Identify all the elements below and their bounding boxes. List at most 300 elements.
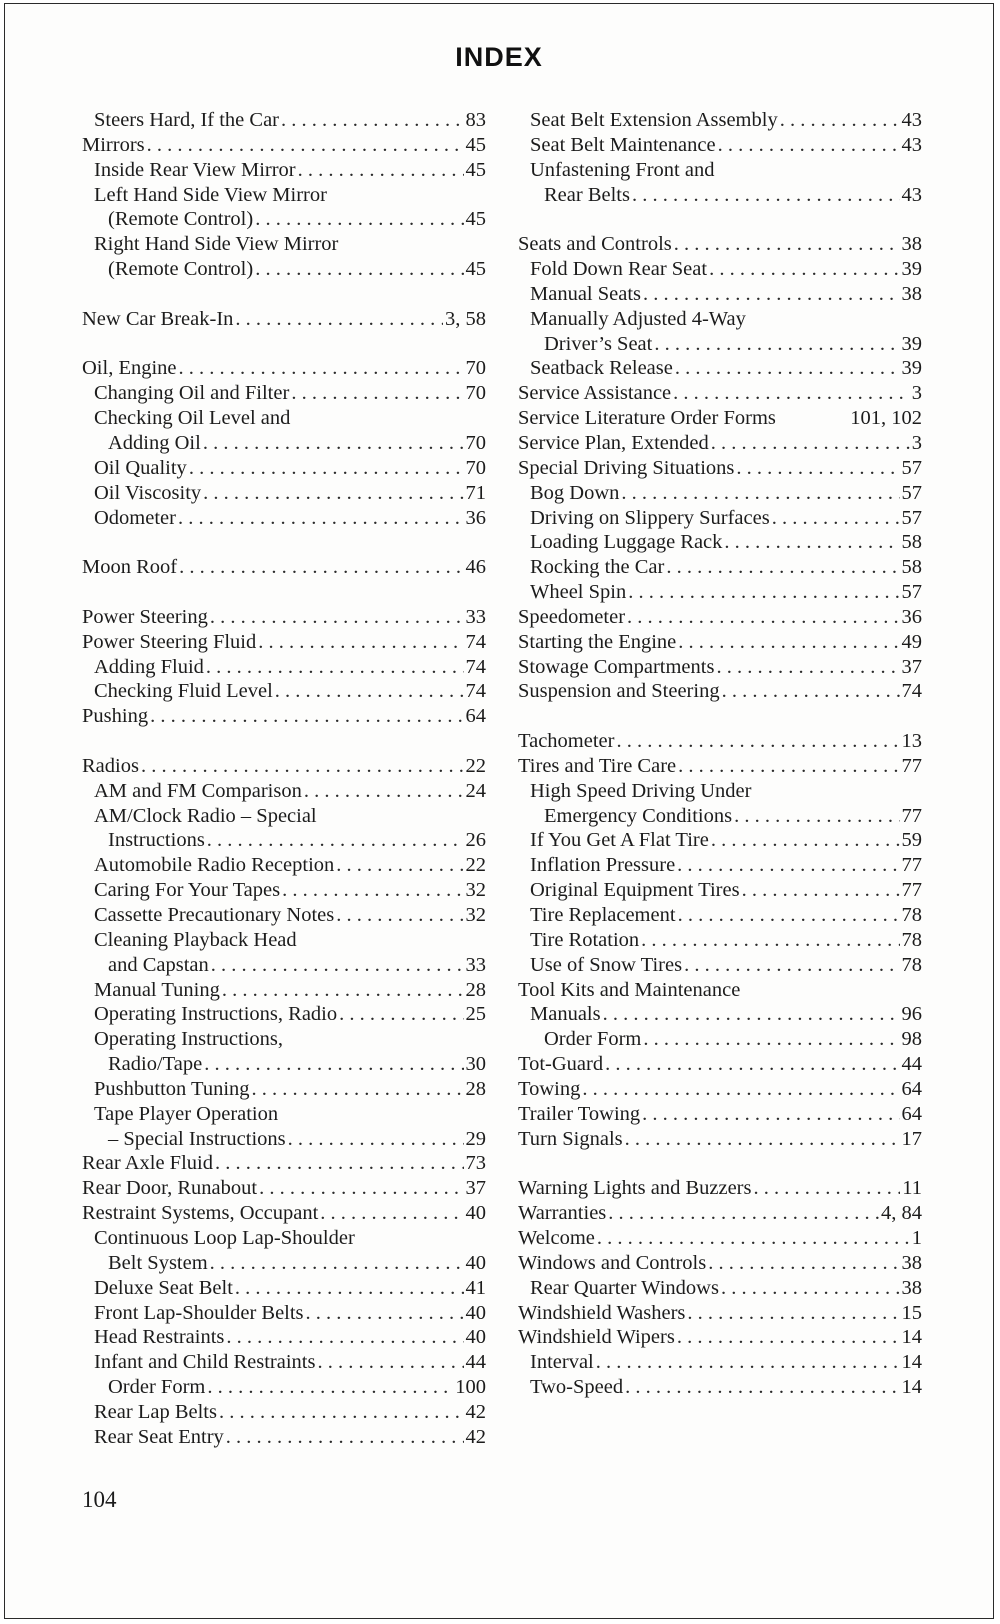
dot-leader — [206, 655, 464, 680]
index-entry-page: 58 — [901, 556, 922, 579]
index-entry-page: 30 — [465, 1053, 486, 1076]
index-entry-page: 74 — [465, 630, 486, 653]
index-entry-page: 96 — [901, 1003, 922, 1026]
index-entry-term: Oil Quality — [94, 456, 187, 479]
dot-leader — [709, 257, 899, 282]
dot-leader — [210, 1251, 464, 1276]
index-entry-page: 38 — [901, 1276, 922, 1299]
index-entry-term: Cleaning Playback Head — [94, 928, 297, 951]
index-entry-page: 70 — [465, 431, 486, 454]
dot-leader — [687, 1301, 899, 1326]
index-entry-term: Rear Axle Fluid — [82, 1152, 213, 1175]
index-entry-term: Cassette Precautionary Notes — [94, 904, 335, 926]
index-entry — [82, 431, 486, 456]
index-entry-page: 39 — [901, 357, 922, 380]
index-entry-term: Inside Rear View Mirror — [94, 158, 296, 181]
index-entry-term: Rear Quarter Windows — [530, 1276, 719, 1299]
blank-line — [518, 207, 922, 232]
index-entry-page: 64 — [465, 705, 486, 728]
index-entry-term: Adding Fluid — [94, 655, 204, 678]
index-entry — [82, 1251, 486, 1276]
index-entry — [82, 1301, 486, 1326]
index-entry — [518, 804, 922, 829]
index-entry-term: Windshield Wipers — [518, 1326, 675, 1349]
page-number: 104 — [82, 1487, 117, 1512]
index-entry-page: 13 — [901, 730, 922, 753]
index-entry-term: Seat Belt Maintenance — [530, 133, 716, 156]
index-entry-page: 77 — [901, 804, 922, 827]
index-entry — [82, 1002, 486, 1027]
index-entry-term: Towing — [518, 1077, 581, 1100]
index-entry-term: (Remote Control) — [108, 258, 254, 281]
index-entry-page: 70 — [465, 382, 486, 405]
index-entry-term: Bog Down — [530, 481, 620, 504]
blank-line — [518, 704, 922, 729]
index-entry — [518, 1077, 922, 1102]
index-entry — [518, 1251, 922, 1276]
index-entry — [518, 1201, 922, 1226]
dot-leader — [219, 1400, 464, 1425]
dot-leader — [643, 1027, 899, 1052]
index-entry — [82, 1350, 486, 1375]
index-entry-term: Operating Instructions, Radio — [94, 1003, 338, 1026]
index-entry-term: Checking Oil Level and — [94, 407, 291, 430]
dot-leader — [252, 1077, 464, 1102]
index-entry-page: 40 — [465, 1202, 486, 1225]
dot-leader — [608, 1201, 879, 1226]
index-entry-page: 32 — [465, 904, 486, 926]
index-entry — [82, 630, 486, 655]
dot-leader — [189, 456, 464, 481]
index-entry-page: 57 — [901, 506, 922, 529]
dot-leader — [772, 506, 900, 531]
index-entry-page: 38 — [901, 282, 922, 305]
dot-leader — [178, 506, 464, 531]
index-entry-page: 36 — [901, 605, 922, 628]
index-entry — [518, 1102, 922, 1127]
dot-leader — [215, 1151, 464, 1176]
dot-leader — [625, 1375, 899, 1400]
index-entry-page: 100 — [455, 1376, 486, 1399]
index-entry-term: Inflation Pressure — [530, 854, 676, 877]
dot-leader — [258, 630, 463, 655]
index-entry-term: Service Assistance — [518, 382, 672, 405]
index-entry — [82, 1400, 486, 1425]
index-entry — [518, 332, 922, 357]
dot-leader — [722, 679, 900, 704]
dot-leader — [597, 1226, 910, 1251]
index-entry-page: 22 — [465, 754, 486, 777]
index-entry — [518, 1127, 922, 1152]
index-entry-term: Two-Speed — [530, 1376, 624, 1399]
index-entry — [518, 406, 922, 431]
index-entry-page: 25 — [465, 1003, 486, 1026]
index-entry-page: 42 — [465, 1400, 486, 1423]
dot-leader — [677, 1325, 900, 1350]
index-entry — [82, 1226, 486, 1251]
index-entry — [518, 108, 922, 133]
dot-leader — [711, 431, 910, 456]
index-entry — [82, 481, 486, 506]
index-entry-page: 71 — [465, 481, 486, 504]
index-entry-page: 43 — [901, 133, 922, 156]
index-entry-page: 42 — [465, 1425, 486, 1448]
index-entry-term: Original Equipment Tires — [530, 879, 740, 902]
dot-leader — [207, 828, 464, 853]
index-entry — [82, 1151, 486, 1176]
dot-leader — [259, 1176, 463, 1201]
index-entry — [518, 307, 922, 332]
index-entry-term: Warranties — [518, 1202, 607, 1225]
index-entry-page: 3, 58 — [445, 307, 486, 330]
index-entry-term: Order Form — [108, 1376, 206, 1399]
index-entry — [518, 158, 922, 183]
index-entry-page: 70 — [465, 357, 486, 380]
dot-leader — [147, 133, 464, 158]
index-entry-term: High Speed Driving Under — [530, 779, 752, 802]
index-entry — [518, 1027, 922, 1052]
index-entry-term: Interval — [530, 1351, 594, 1374]
index-entry — [518, 1002, 922, 1027]
dot-leader — [211, 953, 464, 978]
index-entry-term: Pushbutton Tuning — [94, 1077, 250, 1100]
index-entry-page: 14 — [901, 1351, 922, 1374]
index-entry-page: 83 — [465, 109, 486, 131]
dot-leader — [708, 1251, 899, 1276]
index-entry-term: Warning Lights and Buzzers — [518, 1177, 752, 1200]
index-entry-page: 17 — [901, 1127, 922, 1150]
index-entry — [518, 356, 922, 381]
index-entry-term: AM/Clock Radio – Special — [94, 804, 317, 827]
index-entry-page: 57 — [901, 581, 922, 604]
dot-leader — [596, 1350, 900, 1375]
index-entry-page: 37 — [465, 1177, 486, 1200]
index-entry-term: Rear Seat Entry — [94, 1425, 224, 1448]
index-entry — [82, 183, 486, 208]
dot-leader — [317, 1350, 463, 1375]
index-entry — [82, 1276, 486, 1301]
index-entry-term: Tachometer — [518, 730, 615, 753]
index-entry-page: 15 — [901, 1301, 922, 1324]
index-entry-page: 49 — [901, 630, 922, 653]
index-entry — [518, 555, 922, 580]
index-entry-term: Wheel Spin — [530, 581, 627, 604]
dot-leader — [179, 555, 463, 580]
dot-leader — [628, 580, 899, 605]
dot-leader — [291, 381, 463, 406]
index-entry-term: Rear Lap Belts — [94, 1400, 217, 1423]
index-entry-term: New Car Break-In — [82, 307, 234, 330]
dot-leader — [298, 158, 464, 183]
index-entry-term: Left Hand Side View Mirror — [94, 183, 327, 206]
index-entry-term: Operating Instructions, — [94, 1028, 284, 1051]
index-entry-term: Steers Hard, If the Car — [94, 109, 280, 131]
index-entry — [518, 853, 922, 878]
index-entry-term: Seats and Controls — [518, 233, 672, 256]
dot-leader — [780, 108, 900, 133]
index-entry-page: 77 — [901, 879, 922, 902]
index-entry-term: Order Form — [544, 1028, 642, 1051]
dot-leader — [642, 1102, 899, 1127]
index-entry-term: Trailer Towing — [518, 1102, 641, 1125]
dot-leader — [603, 1002, 900, 1027]
dot-leader — [226, 1425, 464, 1450]
index-entry-term: AM and FM Comparison — [94, 779, 302, 802]
index-entry — [518, 1176, 922, 1201]
dot-leader — [235, 1276, 464, 1301]
index-entry-page: 4, 84 — [881, 1202, 922, 1225]
index-entry — [518, 754, 922, 779]
index-entry-page: 74 — [465, 680, 486, 703]
index-entry — [518, 257, 922, 282]
index-entry-term: Instructions — [108, 829, 205, 852]
dot-leader — [582, 1077, 899, 1102]
index-entry — [82, 1375, 486, 1400]
index-entry-page: 78 — [901, 904, 922, 926]
index-entry — [518, 506, 922, 531]
index-entry-page: 45 — [465, 258, 486, 281]
dot-leader — [203, 431, 464, 456]
index-entry-page: 3 — [911, 382, 922, 405]
index-entry — [518, 1375, 922, 1400]
index-entry-term: Welcome — [518, 1226, 595, 1249]
index-entry-term: Speedometer — [518, 605, 626, 628]
index-entry-page: 40 — [465, 1326, 486, 1349]
dot-leader — [718, 133, 900, 158]
index-entry — [82, 928, 486, 953]
dot-leader — [643, 282, 899, 307]
index-entry — [82, 1102, 486, 1127]
index-entry-page: 1 — [911, 1226, 922, 1249]
index-entry-term: Driver’s Seat — [544, 332, 653, 355]
index-entry-page: 24 — [465, 779, 486, 802]
dot-leader — [753, 1176, 900, 1201]
index-entry — [82, 804, 486, 829]
dot-leader — [179, 356, 464, 381]
index-entry — [82, 655, 486, 680]
index-entry — [518, 1350, 922, 1375]
index-entry-term: Changing Oil and Filter — [94, 382, 290, 405]
index-entry-page: 38 — [901, 233, 922, 256]
index-entry — [518, 779, 922, 804]
index-entry-term: Right Hand Side View Mirror — [94, 233, 339, 256]
index-entry-page: 77 — [901, 754, 922, 777]
blank-line — [82, 530, 486, 555]
index-page — [4, 3, 994, 1619]
dot-leader — [320, 1201, 463, 1226]
index-entry-term: Front Lap-Shoulder Belts — [94, 1301, 304, 1324]
index-entry-term: Oil, Engine — [82, 357, 177, 380]
index-entry — [82, 1127, 486, 1152]
dot-leader — [282, 878, 463, 903]
index-entry — [518, 381, 922, 406]
dot-leader — [150, 704, 463, 729]
index-entry-term: Oil Viscosity — [94, 481, 202, 504]
dot-leader — [621, 481, 899, 506]
index-entry-page: 33 — [465, 953, 486, 976]
index-entry-term: Manually Adjusted 4-Way — [530, 307, 746, 330]
dot-leader — [675, 356, 900, 381]
index-entry-term: Checking Fluid Level — [94, 680, 273, 703]
index-entry-page: 64 — [901, 1102, 922, 1125]
index-entry — [82, 356, 486, 381]
index-entry-term: Loading Luggage Rack — [530, 531, 723, 554]
dot-leader — [336, 903, 463, 928]
index-entry-page: 29 — [465, 1127, 486, 1150]
dot-leader — [605, 1052, 899, 1077]
index-entry-page: 57 — [901, 456, 922, 479]
index-entry — [518, 878, 922, 903]
index-entry-term: Special Driving Situations — [518, 456, 735, 479]
index-entry-term: Windows and Controls — [518, 1251, 707, 1274]
blank-line — [82, 580, 486, 605]
index-entry-term: Mirrors — [82, 133, 145, 156]
index-entry-term: (Remote Control) — [108, 208, 254, 231]
blank-line — [82, 332, 486, 357]
index-entry-page: 74 — [901, 680, 922, 703]
index-entry-term: Caring For Your Tapes — [94, 879, 281, 902]
index-entry-term: Automobile Radio Reception — [94, 854, 335, 877]
index-entry — [518, 456, 922, 481]
index-entry-term: Emergency Conditions — [544, 804, 733, 827]
dot-leader — [724, 530, 899, 555]
index-entry-page: 44 — [901, 1053, 922, 1076]
index-entry — [518, 605, 922, 630]
index-entry-term: Rocking the Car — [530, 556, 665, 579]
index-entry-page: 74 — [465, 655, 486, 678]
index-entry-page: 78 — [901, 953, 922, 976]
index-entry — [82, 1425, 486, 1450]
index-entry-page: 59 — [901, 829, 922, 852]
dot-leader — [684, 953, 899, 978]
index-entry-term: Tool Kits and Maintenance — [518, 978, 741, 1001]
dot-leader — [716, 655, 899, 680]
dot-leader — [281, 108, 463, 133]
dot-leader — [616, 729, 899, 754]
index-entry — [518, 481, 922, 506]
index-entry — [82, 1325, 486, 1350]
index-entry — [82, 903, 486, 928]
dot-leader — [721, 1276, 900, 1301]
blank-line — [518, 1151, 922, 1176]
dot-leader — [678, 630, 899, 655]
index-entry-term: Rear Door, Runabout — [82, 1177, 258, 1200]
index-entry — [82, 878, 486, 903]
index-entry-page: 40 — [465, 1251, 486, 1274]
index-entry — [82, 1201, 486, 1226]
dot-leader — [226, 1325, 463, 1350]
index-entry — [518, 232, 922, 257]
index-entry-term: – Special Instructions — [108, 1127, 286, 1150]
index-entry-page: 45 — [465, 158, 486, 181]
index-entry-term: Use of Snow Tires — [530, 953, 683, 976]
index-entry-page: 39 — [901, 258, 922, 281]
index-entry-page: 43 — [901, 109, 922, 131]
dot-leader — [336, 853, 463, 878]
index-entry — [82, 679, 486, 704]
dot-leader — [666, 555, 899, 580]
index-entry-term: Radio/Tape — [108, 1053, 203, 1076]
index-entry — [518, 431, 922, 456]
index-entry-term: Service Plan, Extended — [518, 431, 709, 454]
index-entry-page: 28 — [465, 978, 486, 1001]
index-entry-term: Infant and Child Restraints — [94, 1351, 316, 1374]
dot-leader — [711, 828, 900, 853]
index-entry — [518, 1325, 922, 1350]
index-entry-term: Service Literature Order Forms — [518, 407, 776, 430]
index-entry — [518, 953, 922, 978]
index-entry — [82, 1077, 486, 1102]
index-entry-term: Stowage Compartments — [518, 655, 715, 678]
index-entry-page: 28 — [465, 1077, 486, 1100]
index-entry-term: Seat Belt Extension Assembly — [530, 109, 778, 131]
index-entry-term: Tires and Tire Care — [518, 754, 677, 777]
index-entry — [82, 1176, 486, 1201]
dot-leader — [654, 332, 899, 357]
index-entry — [518, 978, 922, 1003]
dot-leader — [222, 978, 464, 1003]
index-entry — [518, 729, 922, 754]
dot-leader — [677, 853, 899, 878]
dot-leader — [204, 1052, 463, 1077]
index-entry-term: Moon Roof — [82, 556, 178, 579]
index-entry — [518, 1226, 922, 1251]
index-entry-term: Power Steering — [82, 605, 208, 628]
index-entry — [82, 754, 486, 779]
index-entry — [82, 133, 486, 158]
index-entry-term: Radios — [82, 754, 139, 777]
index-entry-page: 46 — [465, 556, 486, 579]
index-entry — [518, 530, 922, 555]
dot-leader — [288, 1127, 464, 1152]
index-entry-term: Deluxe Seat Belt — [94, 1276, 233, 1299]
page-title: INDEX — [455, 42, 543, 72]
index-entry-term: Unfastening Front and — [530, 158, 715, 181]
index-entry — [518, 282, 922, 307]
dot-leader — [304, 779, 464, 804]
index-entry — [518, 1276, 922, 1301]
index-entry-term: Manual Seats — [530, 282, 642, 305]
index-right-column — [518, 108, 922, 1400]
dot-leader — [641, 928, 899, 953]
index-entry — [518, 928, 922, 953]
index-entry-term: Driving on Slippery Surfaces — [530, 506, 770, 529]
index-entry-page: 32 — [465, 879, 486, 902]
index-entry-page: 40 — [465, 1301, 486, 1324]
dot-leader — [627, 605, 899, 630]
dot-leader — [210, 605, 464, 630]
dot-leader — [742, 878, 900, 903]
dot-leader — [207, 1375, 453, 1400]
index-entry-term: Pushing — [82, 705, 149, 728]
index-entry-page: 11 — [902, 1177, 922, 1200]
index-entry-page: 77 — [901, 854, 922, 877]
index-entry-page: 22 — [465, 854, 486, 877]
index-entry-term: Odometer — [94, 506, 176, 529]
index-entry-term: Manuals — [530, 1003, 601, 1026]
dot-leader — [235, 307, 443, 332]
index-entry — [82, 555, 486, 580]
index-entry-page: 70 — [465, 456, 486, 479]
index-entry-page: 26 — [465, 829, 486, 852]
dot-leader — [632, 183, 900, 208]
index-entry-term: Belt System — [108, 1251, 208, 1274]
index-entry-page: 101, 102 — [850, 407, 922, 430]
dot-leader — [339, 1002, 463, 1027]
index-entry-term: Suspension and Steering — [518, 680, 720, 703]
index-entry-term: Seatback Release — [530, 357, 673, 380]
index-entry-page: 57 — [901, 481, 922, 504]
